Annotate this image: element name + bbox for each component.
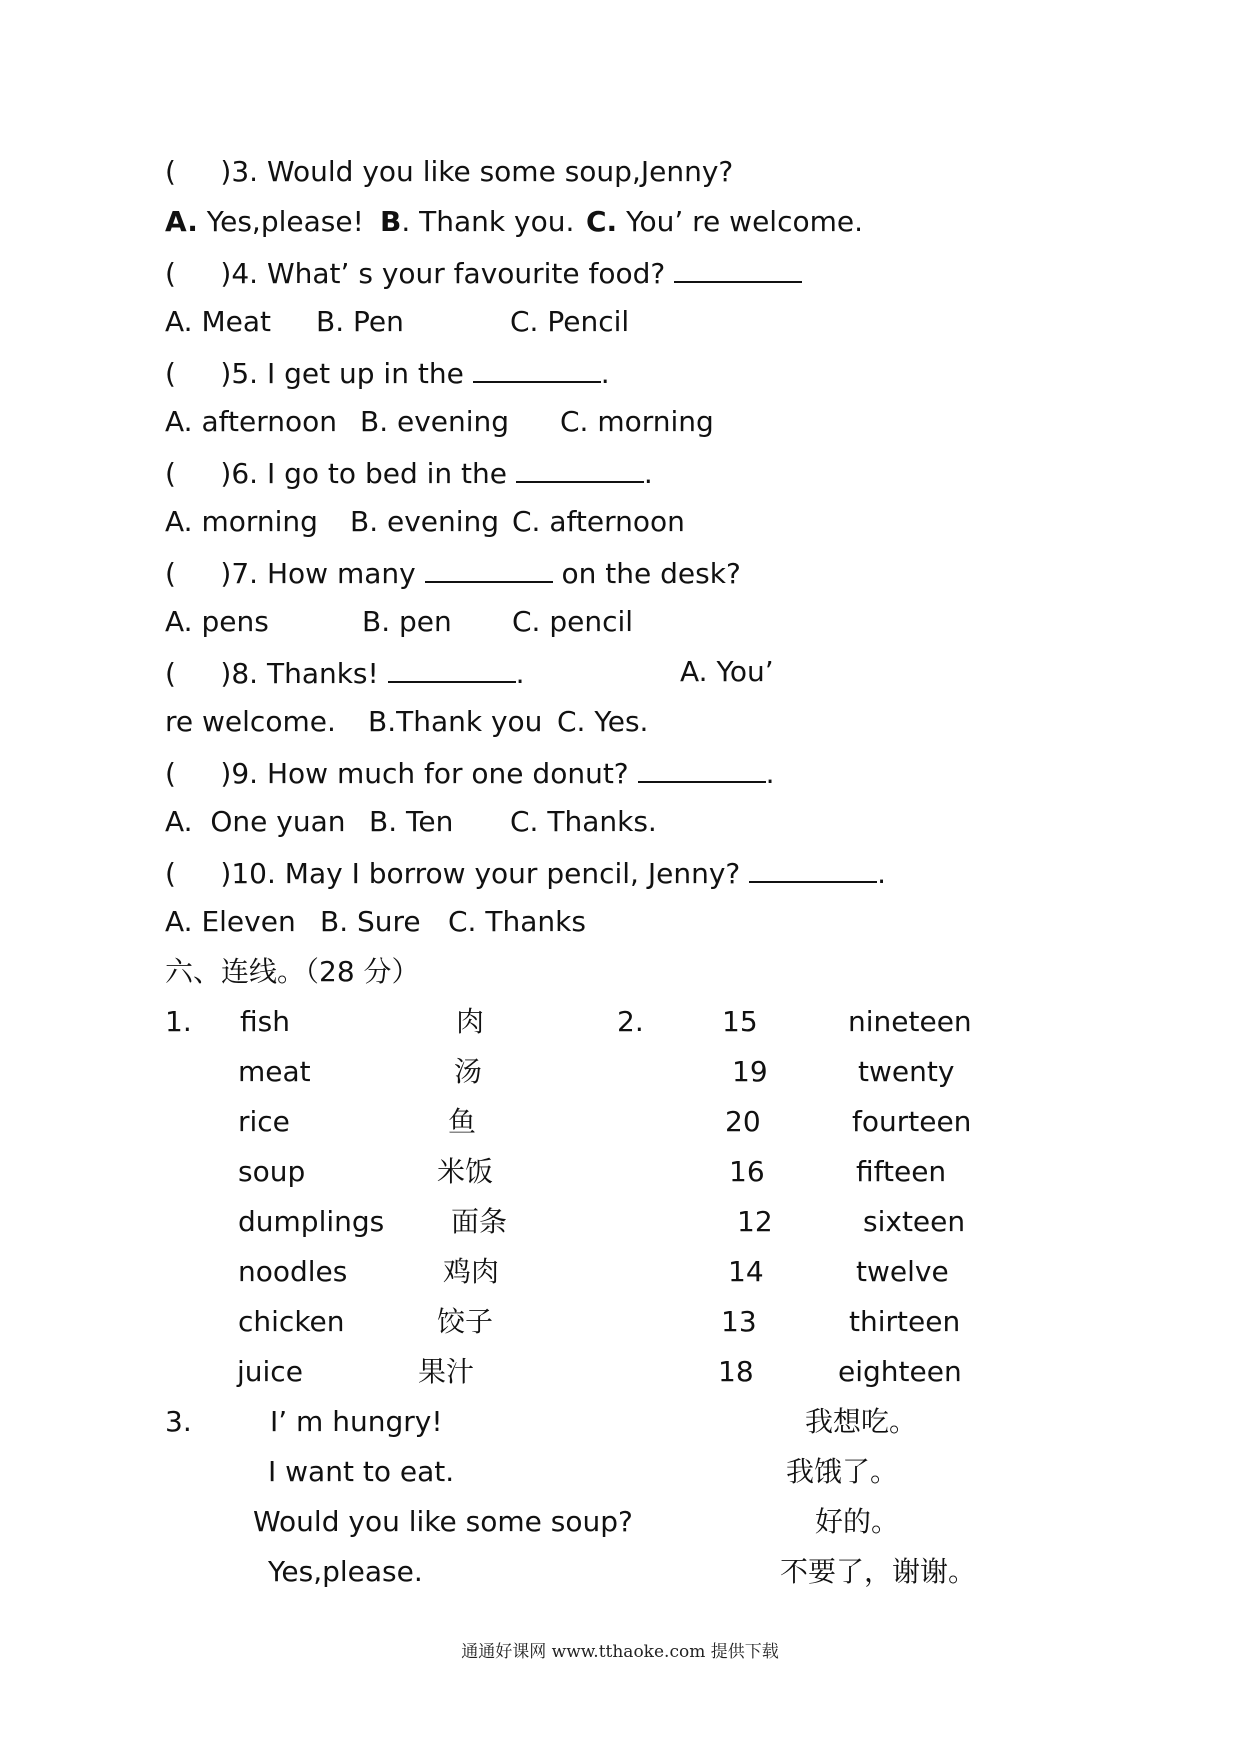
match2-word-item: thirteen — [849, 1305, 961, 1338]
q3-a-key: A. — [165, 205, 198, 238]
q5-option-a: A. afternoon — [165, 405, 337, 438]
q3-options — [165, 205, 364, 239]
match3-english-item: Would you like some soup? — [253, 1505, 633, 1538]
match1-chinese-item: 果汁 — [418, 1355, 475, 1388]
match1-chinese-item: 肉 — [456, 1005, 485, 1038]
q3-option-c — [586, 205, 863, 239]
q4-answer-blank — [674, 255, 802, 283]
match2-word-item: twenty — [858, 1055, 955, 1088]
q10-option-c: C. Thanks — [448, 905, 586, 938]
q6-end: . — [643, 457, 653, 490]
match3-chinese-item: 我想吃。 — [805, 1405, 918, 1438]
q10-end: . — [877, 857, 887, 890]
q7-end: on the desk? — [561, 557, 741, 590]
match1-english-item: juice — [237, 1355, 303, 1388]
match1-chinese-item: 鸡肉 — [443, 1255, 500, 1288]
q7-option-b: B. pen — [362, 605, 452, 638]
q8-stem-text: ( )8. Thanks! — [165, 657, 379, 690]
q6-answer-blank — [516, 455, 644, 483]
match1-english-item: rice — [238, 1105, 290, 1138]
match2-word-item: fifteen — [856, 1155, 947, 1188]
q4-option-c: C. Pencil — [510, 305, 630, 338]
q9-end: . — [765, 757, 775, 790]
match3-chinese-item: 我饿了。 — [786, 1455, 899, 1488]
match1-english-item: dumplings — [238, 1205, 385, 1238]
q5-end: . — [600, 357, 610, 390]
q8-option-c: C. Yes. — [557, 705, 649, 738]
match2-numeral-item: 16 — [729, 1155, 765, 1188]
q6-option-c: C. afternoon — [512, 505, 685, 538]
match3-english-item: I want to eat. — [268, 1455, 455, 1488]
q5-stem-text: ( )5. I get up in the — [165, 357, 464, 390]
q8-answer-blank — [388, 655, 516, 683]
match2-number: 2. — [617, 1005, 644, 1038]
match1-english-item: noodles — [238, 1255, 348, 1288]
match2-word-item: twelve — [856, 1255, 949, 1288]
q10-stem-text: ( )10. May I borrow your pencil, Jenny? — [165, 857, 741, 890]
q5-stem — [165, 355, 610, 391]
match3-chinese-item: 不要了，谢谢。 — [780, 1555, 977, 1588]
q8-end: . — [515, 657, 525, 690]
q4-stem-text: ( )4. What’ s your favourite food? — [165, 257, 666, 290]
q6-option-a: A. morning — [165, 505, 318, 538]
match1-english-item: soup — [238, 1155, 306, 1188]
q6-stem — [165, 455, 653, 491]
download-footer: 通通好课网 www.tthaoke.com 提供下载 — [461, 1642, 779, 1662]
q8-option-a-part1: A. You’ — [680, 655, 774, 688]
q6-stem-text: ( )6. I go to bed in the — [165, 457, 507, 490]
match3-number: 3. — [165, 1405, 192, 1438]
match3-english-item: I’ m hungry! — [270, 1405, 443, 1438]
q4-option-a: A. Meat — [165, 305, 271, 338]
match1-chinese-item: 米饭 — [437, 1155, 494, 1188]
q9-option-b: B. Ten — [369, 805, 454, 838]
q4-option-b: B. Pen — [316, 305, 404, 338]
q7-option-c: C. pencil — [512, 605, 634, 638]
match1-english-item: meat — [238, 1055, 311, 1088]
match2-numeral-item: 20 — [725, 1105, 761, 1138]
q5-option-c: C. morning — [560, 405, 714, 438]
match1-chinese-item: 面条 — [451, 1205, 508, 1238]
q8-option-a-part2: re welcome. — [165, 705, 336, 738]
q3-b-key: B — [380, 205, 402, 238]
match1-english-item: fish — [240, 1005, 290, 1038]
q3-a-text: Yes,please! — [197, 205, 364, 238]
match2-numeral-item: 18 — [718, 1355, 754, 1388]
q3-option-b — [380, 205, 574, 239]
q9-option-c: C. Thanks. — [510, 805, 657, 838]
q10-option-a: A. Eleven — [165, 905, 296, 938]
q8-stem — [165, 655, 525, 691]
match2-numeral-item: 12 — [737, 1205, 773, 1238]
match1-chinese-item: 鱼 — [448, 1105, 477, 1138]
q6-option-b: B. evening — [350, 505, 500, 538]
q8-option-b: B.Thank you — [368, 705, 543, 738]
match2-numeral-item: 15 — [722, 1005, 758, 1038]
q9-stem-text: ( )9. How much for one donut? — [165, 757, 629, 790]
q10-stem — [165, 855, 886, 891]
match3-english-item: Yes,please. — [268, 1555, 423, 1588]
match1-english-item: chicken — [238, 1305, 345, 1338]
match2-numeral-item: 13 — [721, 1305, 757, 1338]
q10-answer-blank — [749, 855, 877, 883]
q7-answer-blank — [425, 555, 553, 583]
match1-chinese-item: 汤 — [454, 1055, 483, 1088]
q9-option-a: A. One yuan — [165, 805, 346, 838]
q7-stem — [165, 555, 741, 591]
q5-option-b: B. evening — [360, 405, 510, 438]
q3-stem: ( )3. Would you like some soup,Jenny? — [165, 155, 734, 188]
q9-stem — [165, 755, 774, 791]
q5-answer-blank — [473, 355, 601, 383]
q9-answer-blank — [638, 755, 766, 783]
match2-word-item: sixteen — [863, 1205, 966, 1238]
match2-word-item: nineteen — [848, 1005, 972, 1038]
q10-option-b: B. Sure — [320, 905, 421, 938]
q7-option-a: A. pens — [165, 605, 269, 638]
q3-c-text: You’ re welcome. — [617, 205, 864, 238]
match2-numeral-item: 14 — [728, 1255, 764, 1288]
q3-b-text: . Thank you. — [401, 205, 575, 238]
match3-chinese-item: 好的。 — [815, 1505, 900, 1538]
match1-chinese-item: 饺子 — [437, 1305, 494, 1338]
q3-c-key: C. — [586, 205, 618, 238]
q7-stem-text: ( )7. How many — [165, 557, 416, 590]
match2-word-item: fourteen — [852, 1105, 972, 1138]
match2-numeral-item: 19 — [732, 1055, 768, 1088]
match2-word-item: eighteen — [838, 1355, 962, 1388]
q4-stem — [165, 255, 802, 291]
section6-title: 六、连线。（28 分） — [165, 955, 420, 988]
match1-number: 1. — [165, 1005, 192, 1038]
